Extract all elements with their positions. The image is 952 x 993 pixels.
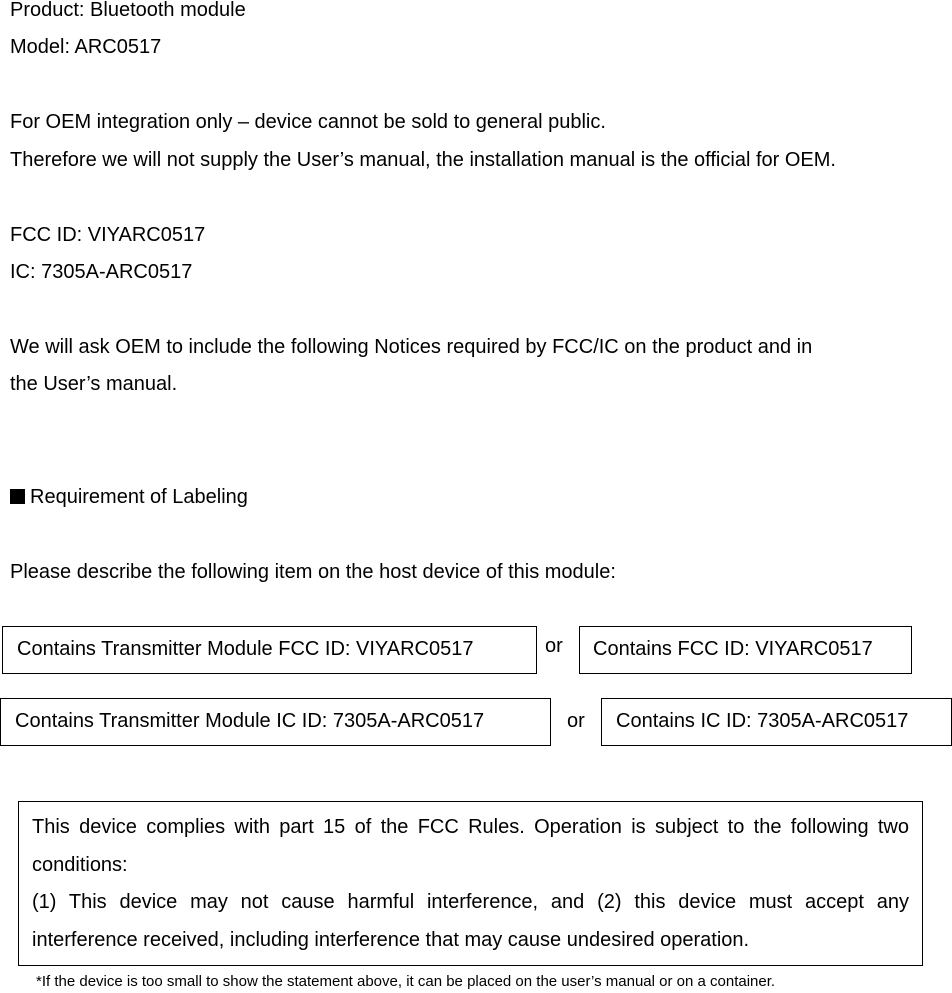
fcc-transmitter-label-text: Contains Transmitter Module FCC ID: VIYARC0517 (17, 638, 474, 660)
ic-transmitter-label-text: Contains Transmitter Module IC ID: 7305A-ARC0517 (15, 710, 485, 732)
oem-integration-line: For OEM integration only – device cannot be sold to general public. (10, 111, 606, 133)
labeling-heading-text: Requirement of Labeling (30, 486, 248, 508)
fcc-transmitter-label-box (2, 626, 537, 674)
ic-or-text: or (567, 710, 585, 732)
oem-manual-line: Therefore we will not supply the User’s manual, the installation manual is the official for OEM. (10, 149, 836, 171)
black-square-bullet-icon (10, 489, 25, 504)
fcc-id-line: FCC ID: VIYARC0517 (10, 224, 206, 246)
fcc-compliance-statement-box (18, 801, 923, 966)
labeling-heading (10, 485, 248, 509)
ic-short-label-box (601, 698, 952, 746)
fcc-or-text: or (545, 635, 563, 657)
ic-short-label-text: Contains IC ID: 7305A-ARC0517 (616, 710, 909, 732)
notice-request-line-1: We will ask OEM to include the following Notices required by FCC/IC on the product and in (10, 336, 813, 358)
footnote: *If the device is too small to show the statement above, it can be placed on the user’s manual or on a container. (36, 973, 776, 990)
compliance-paragraph-1: This device complies with part 15 of the FCC Rules. Operation is subject to the following two conditions: (32, 816, 909, 876)
model-line: Model: ARC0517 (10, 36, 162, 58)
notice-request-line-2: the User’s manual. (10, 373, 178, 395)
describe-line: Please describe the following item on the host device of this module: (10, 561, 616, 583)
ic-line: IC: 7305A-ARC0517 (10, 261, 193, 283)
ic-transmitter-label-box (0, 698, 551, 746)
fcc-short-label-box (579, 626, 912, 674)
fcc-short-label-text: Contains FCC ID: VIYARC0517 (593, 638, 873, 660)
compliance-paragraph-2: (1) This device may not cause harmful interference, and (2) this device must accept any interference received, including interference that may cause undesired operation. (32, 891, 909, 951)
product-line: Product: Bluetooth module (10, 0, 246, 21)
